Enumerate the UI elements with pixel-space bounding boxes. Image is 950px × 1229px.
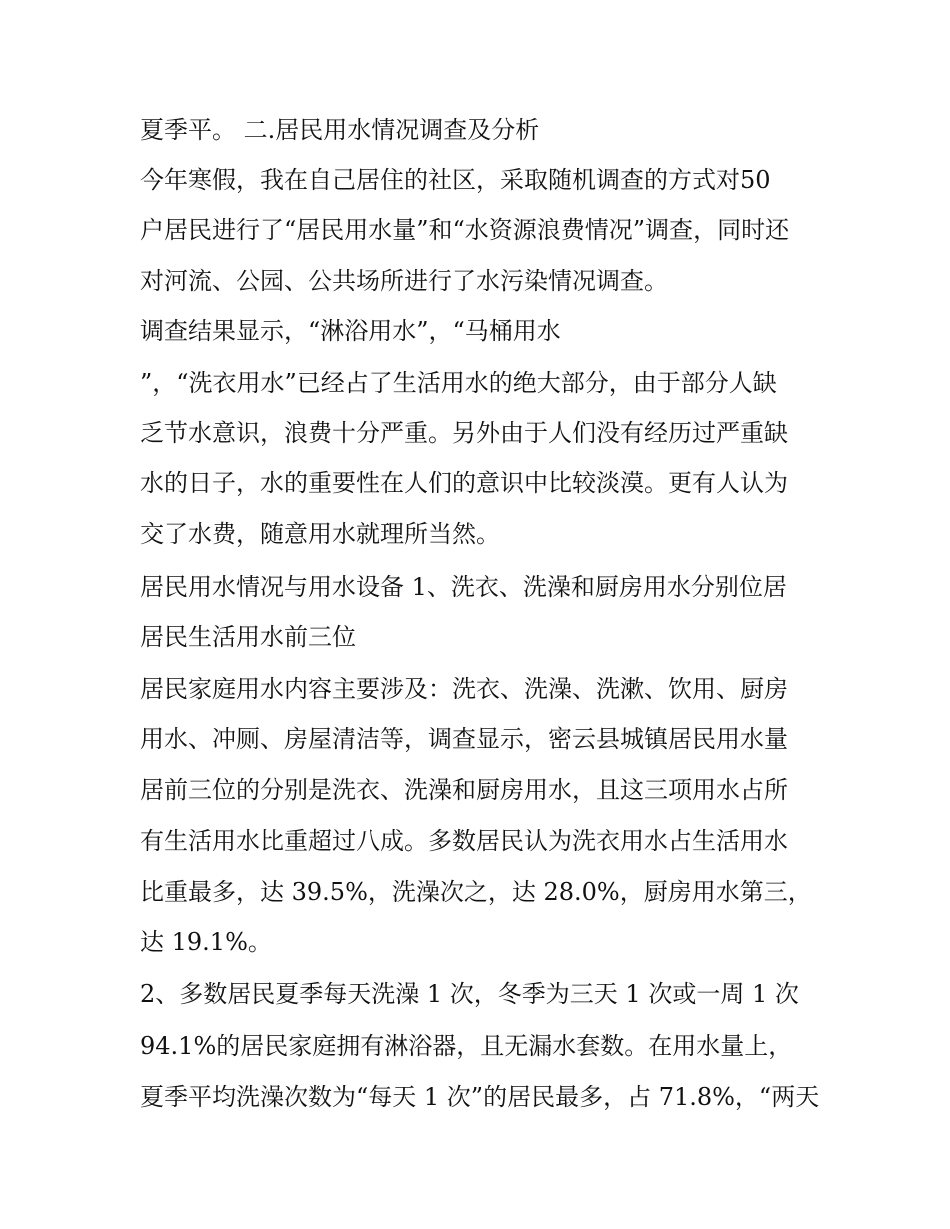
text-line: 对河流、公园、公共场所进行了水污染情况调查。 — [140, 267, 668, 295]
text-line: 交了水费，随意用水就理所当然。 — [140, 520, 500, 548]
text-line: 夏季平均洗澡次数为“每天 1 次”的居民最多，占 71.8%，“两天 — [140, 1083, 820, 1111]
text-line: 夏季平。 二.居民用水情况调查及分析 — [140, 116, 540, 144]
text-line: 居前三位的分别是洗衣、洗澡和厨房用水，且这三项用水占所 — [140, 776, 788, 804]
text-line: ”，“洗衣用水”已经占了生活用水的绝大部分，由于部分人缺 — [140, 369, 777, 397]
text-line: 今年寒假，我在自己居住的社区，采取随机调查的方式对50 — [140, 166, 771, 194]
text-line: 居民家庭用水内容主要涉及：洗衣、洗澡、洗漱、饮用、厨房 — [140, 675, 788, 703]
text-line: 水的日子，水的重要性在人们的意识中比较淡漠。更有人认为 — [140, 469, 788, 497]
text-line: 居民生活用水前三位 — [140, 623, 356, 651]
text-line: 用水、冲厕、房屋清洁等，调查显示，密云县城镇居民用水量 — [140, 725, 788, 753]
text-line: 调查结果显示，“淋浴用水”，“马桶用水 — [140, 317, 561, 345]
text-line: 有生活用水比重超过八成。多数居民认为洗衣用水占生活用水 — [140, 827, 788, 855]
text-line: 94.1%的居民家庭拥有淋浴器，且无漏水套数。在用水量上， — [140, 1032, 793, 1060]
text-line: 达 19.1%。 — [140, 928, 272, 956]
text-line: 居民用水情况与用水设备 1、洗衣、洗澡和厨房用水分别位居 — [140, 573, 787, 601]
text-line: 户居民进行了“居民用水量”和“水资源浪费情况”调查，同时还 — [140, 216, 790, 244]
text-line: 2、多数居民夏季每天洗澡 1 次，冬季为三天 1 次或一周 1 次 — [140, 980, 799, 1008]
text-line: 比重最多，达 39.5%，洗澡次之，达 28.0%，厨房用水第三， — [140, 878, 812, 906]
text-line: 乏节水意识，浪费十分严重。另外由于人们没有经历过严重缺 — [140, 419, 788, 447]
